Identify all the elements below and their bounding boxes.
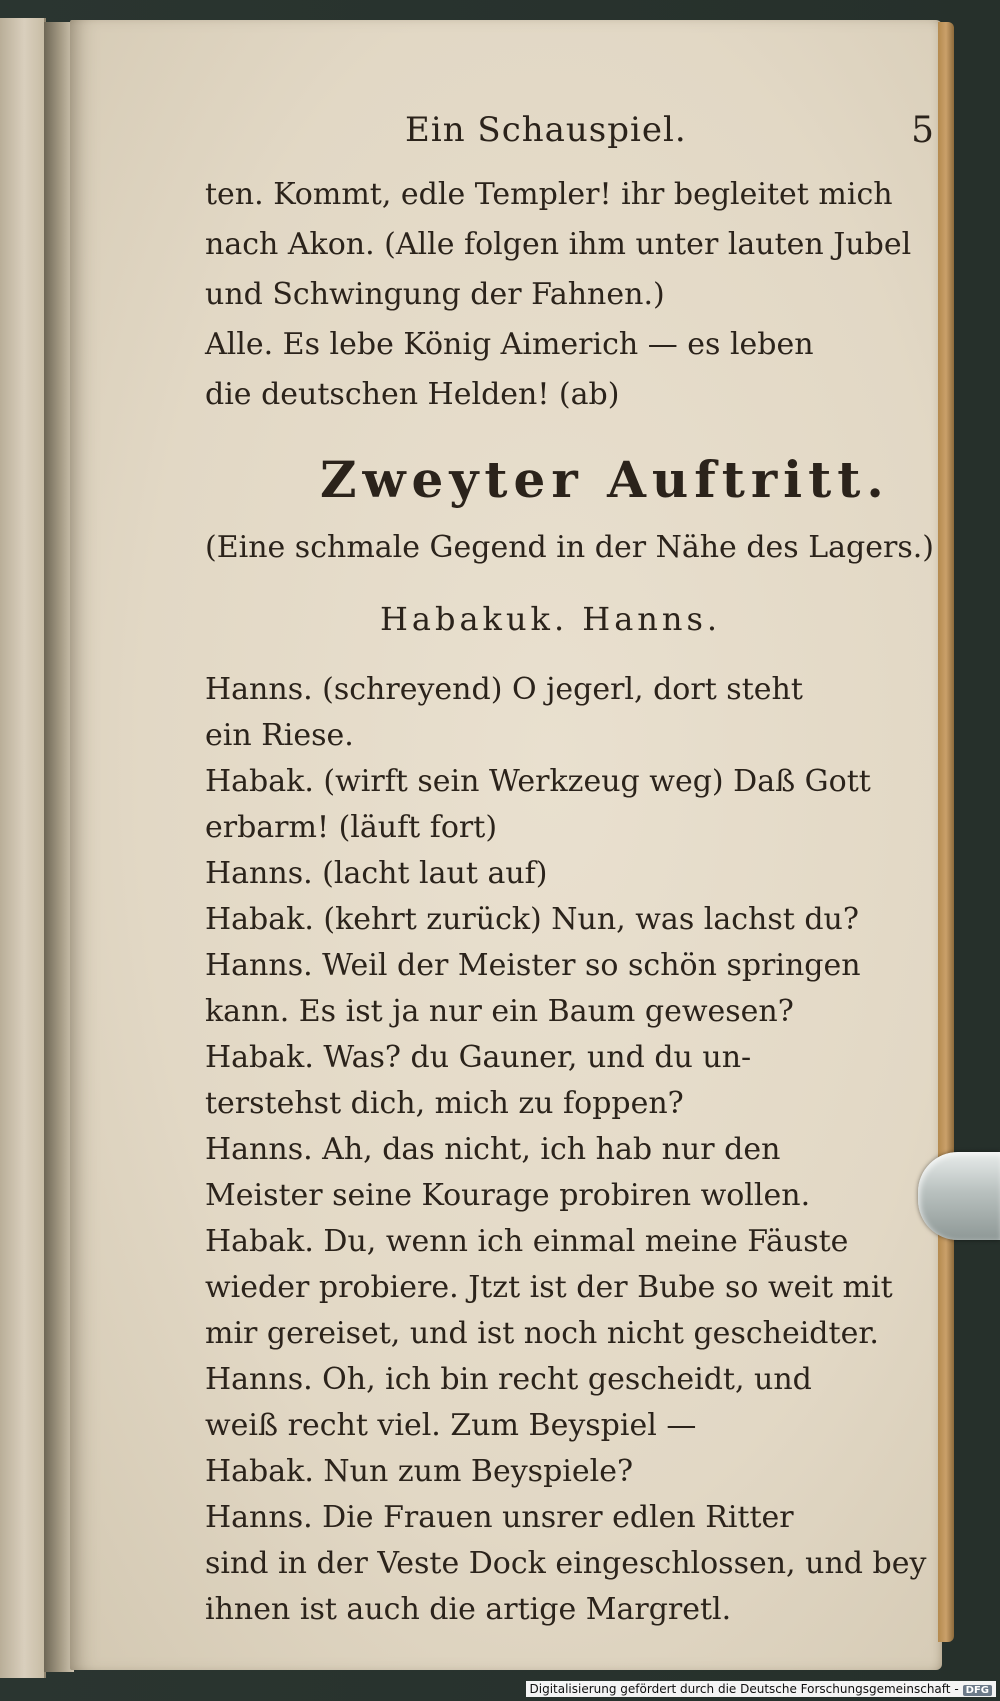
text-line: Hanns. (lacht laut auf) <box>205 856 548 891</box>
text-line: Meister seine Kourage probiren wollen. <box>205 1178 811 1213</box>
text-line: Habak. (wirft sein Werkzeug weg) Daß Gott <box>205 764 871 799</box>
text-line: Hanns. Weil der Meister so schön springen <box>205 948 861 983</box>
running-head <box>205 110 935 160</box>
text-line: Hanns. (schreyend) O jegerl, dort steht <box>205 672 803 707</box>
text-line: mir gereiset, und ist noch nicht gescheidter. <box>205 1316 879 1351</box>
text-line: die deutschen Helden! (ab) <box>205 377 620 412</box>
book-clip <box>918 1152 1000 1240</box>
dfg-logo-icon: DFG <box>963 1685 992 1696</box>
left-page-edge <box>0 18 46 1678</box>
text-line: Alle. Es lebe König Aimerich — es leben <box>205 327 814 362</box>
text-line: sind in der Veste Dock eingeschlossen, und bey <box>205 1546 927 1581</box>
text-line: nach Akon. (Alle folgen ihm unter lauten Jubel <box>205 227 912 262</box>
text-line: Habak. (kehrt zurück) Nun, was lachst du? <box>205 902 859 937</box>
text-line: ten. Kommt, edle Templer! ihr begleitet mich <box>205 177 893 212</box>
credit-text: Digitalisierung gefördert durch die Deutsche Forschungsgemeinschaft - <box>529 1682 959 1696</box>
text-line: erbarm! (läuft fort) <box>205 810 498 845</box>
text-line: ihnen ist auch die artige Margretl. <box>205 1592 732 1627</box>
text-line: Hanns. Oh, ich bin recht gescheidt, und <box>205 1362 812 1397</box>
running-title: Ein Schauspiel. <box>405 110 687 150</box>
page-number: 5 <box>911 110 935 151</box>
text-line: ein Riese. <box>205 718 354 753</box>
text-line: Habak. Nun zum Beyspiele? <box>205 1454 634 1489</box>
digitization-credit <box>526 1681 997 1697</box>
text-line: Habak. Was? du Gauner, und du un- <box>205 1040 752 1075</box>
text-line: Hanns. Die Frauen unsrer edlen Ritter <box>205 1500 794 1535</box>
text-line: weiß recht viel. Zum Beyspiel — <box>205 1408 697 1443</box>
text-line: terstehst dich, mich zu foppen? <box>205 1086 684 1121</box>
scene-heading: Zweyter Auftritt. <box>320 450 890 509</box>
text-line: Hanns. Ah, das nicht, ich hab nur den <box>205 1132 781 1167</box>
right-page-edge <box>938 22 954 1642</box>
dramatis-personae: Habakuk. Hanns. <box>380 600 722 638</box>
text-line: und Schwingung der Fahnen.) <box>205 277 665 312</box>
book-page <box>70 20 942 1670</box>
text-line: Habak. Du, wenn ich einmal meine Fäuste <box>205 1224 849 1259</box>
text-line: wieder probiere. Jtzt ist der Bube so weit mit <box>205 1270 893 1305</box>
text-line: kann. Es ist ja nur ein Baum gewesen? <box>205 994 794 1029</box>
stage-direction: (Eine schmale Gegend in der Nähe des Lagers.) <box>205 530 934 565</box>
